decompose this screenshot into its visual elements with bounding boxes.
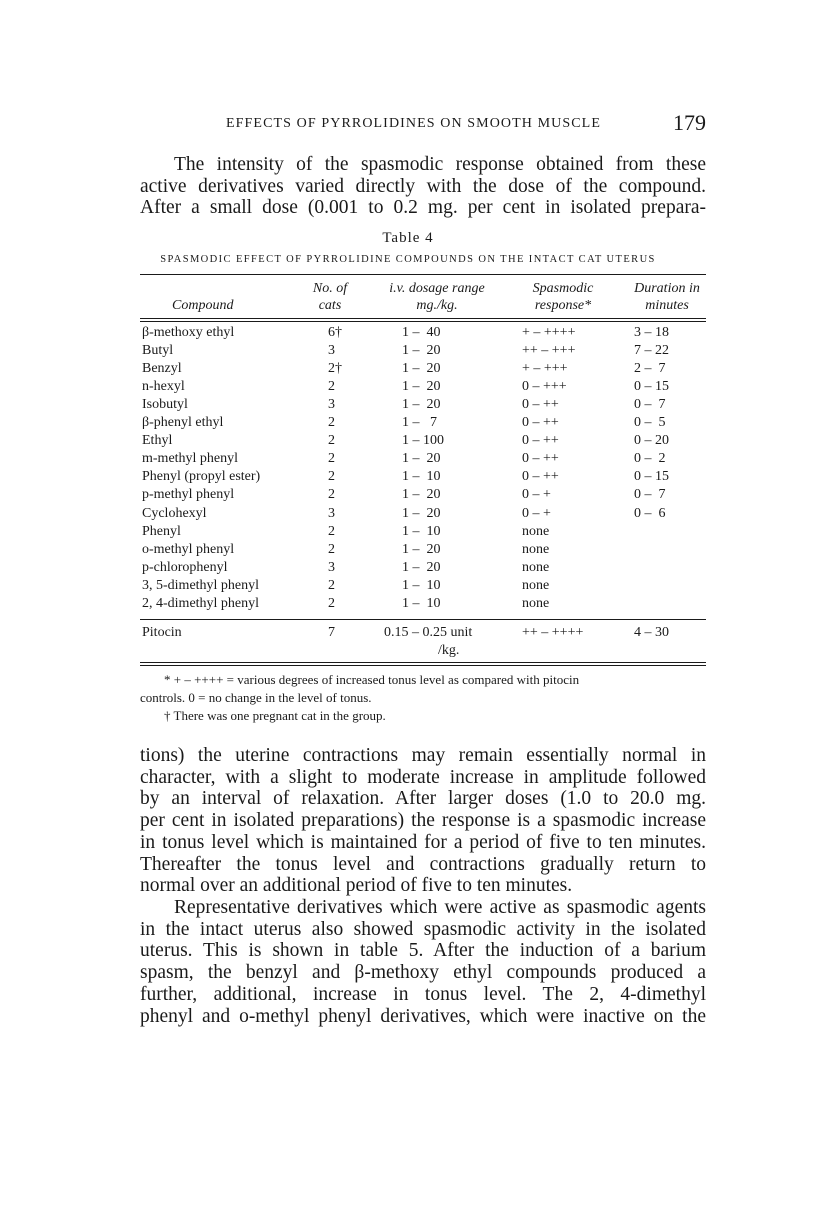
header-line: response* bbox=[534, 298, 592, 313]
cell-compound: 3, 5-dimethyl phenyl bbox=[142, 577, 260, 593]
table-row bbox=[140, 596, 706, 614]
cell-response: none bbox=[522, 559, 550, 575]
cell-cats: 7 bbox=[328, 625, 335, 640]
cell-dose: 1 – 10 bbox=[402, 469, 441, 485]
cell-cats: 2 bbox=[328, 541, 335, 557]
cell-duration: 0 – 6 bbox=[634, 505, 666, 521]
cell-compound: 2, 4-dimethyl phenyl bbox=[142, 595, 260, 611]
cell-dose: 0.15 – 0.25 unit bbox=[384, 625, 473, 640]
table-bottom-rule bbox=[140, 665, 706, 666]
text-line: per cent in isolated preparations) the response is a spasmodic increase bbox=[140, 810, 706, 832]
cell-dose: 1 – 20 bbox=[402, 559, 441, 575]
cell-cats: 2† bbox=[328, 361, 342, 377]
cell-response: 0 – + bbox=[522, 487, 551, 503]
cell-compound: Ethyl bbox=[142, 433, 173, 449]
table-bottom-rule bbox=[140, 662, 706, 663]
pitocin-rule bbox=[140, 619, 706, 620]
table-row bbox=[140, 560, 706, 578]
cell-dose: 1 – 20 bbox=[402, 361, 441, 377]
table-row bbox=[140, 361, 706, 379]
header-no-of-cats bbox=[300, 280, 360, 314]
table-row bbox=[140, 433, 706, 451]
cell-cats: 2 bbox=[328, 433, 335, 449]
cell-duration: 0 – 7 bbox=[634, 487, 666, 503]
cell-duration: 0 – 5 bbox=[634, 415, 666, 431]
cell-duration: 4 – 30 bbox=[634, 625, 669, 640]
cell-response: + – +++ bbox=[522, 361, 568, 377]
cell-response: 0 – ++ bbox=[522, 415, 559, 431]
cell-response: 0 – ++ bbox=[522, 397, 559, 413]
cell-response: none bbox=[522, 541, 550, 557]
table-row bbox=[140, 542, 706, 560]
cell-response: none bbox=[522, 577, 550, 593]
text-line: tions) the uterine contractions may remain essentially normal in bbox=[140, 745, 706, 766]
table-row bbox=[140, 343, 706, 361]
running-title: EFFECTS OF PYRROLIDINES ON SMOOTH MUSCLE bbox=[226, 116, 601, 131]
header-line: Spasmodic bbox=[532, 281, 594, 296]
header-line: mg./kg. bbox=[416, 298, 458, 313]
text-line: active derivatives varied directly with the dose of the compound. bbox=[140, 175, 706, 197]
table-row bbox=[140, 397, 706, 415]
cell-dose: 1 – 20 bbox=[402, 397, 441, 413]
cell-response: 0 – + bbox=[522, 505, 551, 521]
page-number: 179 bbox=[673, 110, 706, 135]
cell-compound: Phenyl (propyl ester) bbox=[142, 469, 261, 485]
cell-duration: 0 – 15 bbox=[634, 469, 669, 485]
cell-response: none bbox=[522, 523, 550, 539]
cell-duration: 7 – 22 bbox=[634, 343, 669, 359]
intro-paragraph bbox=[140, 154, 706, 219]
header-dosage-range bbox=[372, 280, 502, 314]
text-line: phenyl and o-methyl phenyl derivatives, which were inactive on the bbox=[140, 1005, 706, 1027]
table-row bbox=[140, 524, 706, 542]
table-row bbox=[140, 415, 706, 433]
header-line: Duration in bbox=[634, 281, 700, 296]
text-line: in the intact uterus also showed spasmodic activity in the isolated bbox=[140, 918, 706, 940]
cell-response: + – ++++ bbox=[522, 325, 576, 340]
table-row-pitocin bbox=[140, 625, 706, 643]
cell-dose: 1 – 10 bbox=[402, 577, 441, 593]
cell-cats: 3 bbox=[328, 343, 335, 359]
table-row-pitocin-cont bbox=[140, 643, 706, 661]
table-row bbox=[140, 469, 706, 487]
cell-cats: 2 bbox=[328, 451, 335, 467]
cell-compound: Benzyl bbox=[142, 361, 182, 377]
cell-compound: o-methyl phenyl bbox=[142, 541, 235, 557]
cell-dose: 1 – 7 bbox=[402, 415, 437, 431]
table-row bbox=[140, 487, 706, 505]
cell-cats: 2 bbox=[328, 469, 335, 485]
cell-cats: 6† bbox=[328, 325, 342, 340]
cell-cats: 2 bbox=[328, 487, 335, 503]
table-row bbox=[140, 506, 706, 524]
text-line: uterus. This is shown in table 5. After the induction of a barium bbox=[140, 940, 706, 962]
header-rule bbox=[140, 321, 706, 322]
cell-response: 0 – +++ bbox=[522, 379, 567, 395]
text-line: Representative derivatives which were active as spasmodic agents bbox=[174, 897, 706, 918]
cell-dose: 1 – 100 bbox=[402, 433, 444, 449]
header-line: minutes bbox=[645, 298, 689, 313]
cell-response: none bbox=[522, 595, 550, 611]
cell-response: ++ – +++ bbox=[522, 343, 576, 359]
cell-response: ++ – ++++ bbox=[522, 625, 584, 640]
cell-dose: 1 – 20 bbox=[402, 451, 441, 467]
cell-compound: m-methyl phenyl bbox=[142, 451, 239, 467]
cell-response: 0 – ++ bbox=[522, 451, 559, 467]
cell-cats: 2 bbox=[328, 415, 335, 431]
table-top-rule bbox=[140, 274, 706, 275]
cell-compound: n-hexyl bbox=[142, 379, 185, 395]
text-line: in tonus level which is maintained for a period of five to ten minutes. bbox=[140, 831, 706, 853]
table-row bbox=[140, 325, 706, 343]
cell-compound: β-phenyl ethyl bbox=[142, 415, 224, 431]
cell-dose: 1 – 40 bbox=[402, 325, 441, 340]
cell-cats: 3 bbox=[328, 505, 335, 521]
cell-cats: 2 bbox=[328, 577, 335, 593]
cell-cats: 3 bbox=[328, 559, 335, 575]
body-paragraph-1 bbox=[140, 745, 706, 897]
cell-compound: Isobutyl bbox=[142, 397, 188, 413]
cell-compound: Butyl bbox=[142, 343, 174, 359]
header-line: No. of bbox=[312, 281, 348, 296]
cell-duration: 0 – 2 bbox=[634, 451, 666, 467]
table-label: Table 4 bbox=[382, 230, 434, 246]
text-line: The intensity of the spasmodic response obtained from these bbox=[174, 154, 706, 175]
table-footnotes bbox=[140, 671, 706, 725]
body-paragraph-2 bbox=[140, 897, 706, 1027]
cell-cats: 2 bbox=[328, 523, 335, 539]
table-row bbox=[140, 578, 706, 596]
cell-compound: Pitocin bbox=[142, 625, 182, 640]
table-row bbox=[140, 451, 706, 469]
cell-dose: 1 – 20 bbox=[402, 505, 441, 521]
cell-dose: /kg. bbox=[438, 643, 460, 658]
table-caption: SPASMODIC EFFECT OF PYRROLIDINE COMPOUNDS ON THE INTACT CAT UTERUS bbox=[160, 254, 656, 265]
footnote-dagger: † There was one pregnant cat in the group. bbox=[164, 708, 386, 723]
text-line: normal over an additional period of five to ten minutes. bbox=[140, 875, 573, 897]
header-duration bbox=[622, 280, 712, 314]
header-compound: Compound bbox=[172, 298, 234, 313]
footnote-star-cont: controls. 0 = no change in the level of tonus. bbox=[140, 690, 372, 705]
cell-dose: 1 – 10 bbox=[402, 595, 441, 611]
header-spasmodic-response bbox=[515, 280, 611, 314]
cell-duration: 0 – 15 bbox=[634, 379, 669, 395]
cell-duration: 0 – 7 bbox=[634, 397, 666, 413]
text-line: Thereafter the tonus level and contractions gradually return to bbox=[140, 853, 706, 875]
cell-compound: Phenyl bbox=[142, 523, 181, 539]
cell-cats: 2 bbox=[328, 595, 335, 611]
cell-dose: 1 – 20 bbox=[402, 541, 441, 557]
cell-dose: 1 – 20 bbox=[402, 487, 441, 503]
text-line: by an interval of relaxation. After larger doses (1.0 to 20.0 mg. bbox=[140, 788, 706, 810]
cell-compound: Cyclohexyl bbox=[142, 505, 207, 521]
cell-dose: 1 – 20 bbox=[402, 343, 441, 359]
text-line: further, additional, increase in tonus level. The 2, 4-dimethyl bbox=[140, 983, 706, 1005]
cell-cats: 2 bbox=[328, 379, 335, 395]
cell-dose: 1 – 20 bbox=[402, 379, 441, 395]
header-line: cats bbox=[318, 298, 342, 313]
cell-compound: p-chlorophenyl bbox=[142, 559, 228, 575]
footnote-star: * + – ++++ = various degrees of increased tonus level as compared with pitocin bbox=[164, 672, 580, 687]
cell-response: 0 – ++ bbox=[522, 469, 559, 485]
header-line: i.v. dosage range bbox=[389, 281, 485, 296]
cell-compound: p-methyl phenyl bbox=[142, 487, 235, 503]
table-row bbox=[140, 379, 706, 397]
cell-dose: 1 – 10 bbox=[402, 523, 441, 539]
text-line: character, with a slight to moderate increase in amplitude followed bbox=[140, 766, 706, 788]
cell-response: 0 – ++ bbox=[522, 433, 559, 449]
cell-duration: 3 – 18 bbox=[634, 325, 669, 340]
text-line: After a small dose (0.001 to 0.2 mg. per cent in isolated prepara- bbox=[140, 197, 706, 219]
text-line: spasm, the benzyl and β-methoxy ethyl compounds produced a bbox=[140, 962, 706, 984]
cell-cats: 3 bbox=[328, 397, 335, 413]
cell-compound: β-methoxy ethyl bbox=[142, 325, 235, 340]
header-rule bbox=[140, 318, 706, 319]
cell-duration: 0 – 20 bbox=[634, 433, 669, 449]
cell-duration: 2 – 7 bbox=[634, 361, 666, 377]
